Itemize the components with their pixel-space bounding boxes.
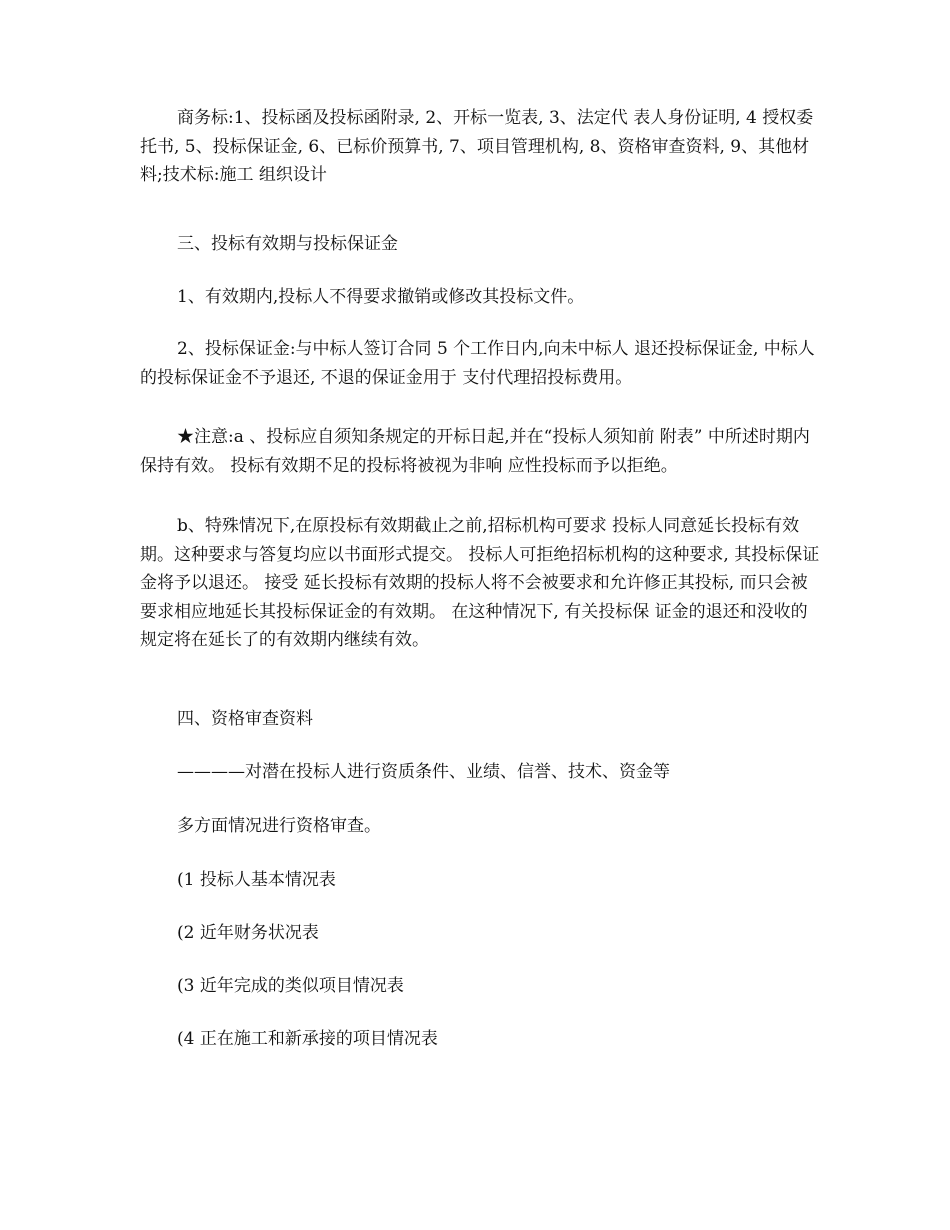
- note-paragraph: ★注意:a 、投标应自须知条规定的开标日起,并在“投标人须知前 附表” 中所述时期内保持有效。 投标有效期不足的投标将被视为非响 应性投标而予以拒绝。: [140, 427, 810, 476]
- list-item-ongoing-projects: (4 正在施工和新承接的项目情况表: [177, 1029, 438, 1049]
- validity-rule-paragraph: 1、有效期内,投标人不得要求撤销或修改其投标文件。: [177, 287, 585, 307]
- qualification-intro-line: ————对潜在投标人进行资质条件、业绩、信誉、技术、资金等: [177, 762, 670, 782]
- bid-bond-paragraph: 2、投标保证金:与中标人签订合同 5 个工作日内,向未中标人 退还投标保证金, 中标人的投标保证金不予退还, 不退的保证金用于 支付代理招投标费用。: [140, 339, 815, 388]
- special-case-paragraph: b、特殊情况下,在原投标有效期截止之前,招标机构可要求 投标人同意延长投标有效期。这种要求与答复均应以书面形式提交。 投标人可拒绝招标机构的这种要求, 其投标保证金将予以退还。 接受 延长投标有效期的投标人将不会被要求和允许修正其投标, 而只会被 要求相应地延长其投标保证金的有效期。 在这种情况下, 有关投标保 证金的退还和没收的规定将在延长了的有效期内继续有效。: [140, 516, 820, 650]
- section-heading-qualification: 四、资格审查资料: [177, 709, 313, 729]
- list-item-bidder-basic-info: (1 投标人基本情况表: [177, 870, 336, 890]
- qualification-intro-continuation: 多方面情况进行资格审查。: [177, 816, 381, 836]
- section-heading-bid-validity: 三、投标有效期与投标保证金: [177, 234, 398, 254]
- list-item-financial-status: (2 近年财务状况表: [177, 923, 319, 943]
- business-bid-paragraph: 商务标:1、投标函及投标函附录, 2、开标一览表, 3、法定代 表人身份证明, 4 授权委托书, 5、投标保证金, 6、已标价预算书, 7、项目管理机构, 8、资格审查资料, 9、其他材料;技术标:施工 组织设计: [140, 108, 814, 185]
- list-item-completed-projects: (3 近年完成的类似项目情况表: [177, 976, 404, 996]
